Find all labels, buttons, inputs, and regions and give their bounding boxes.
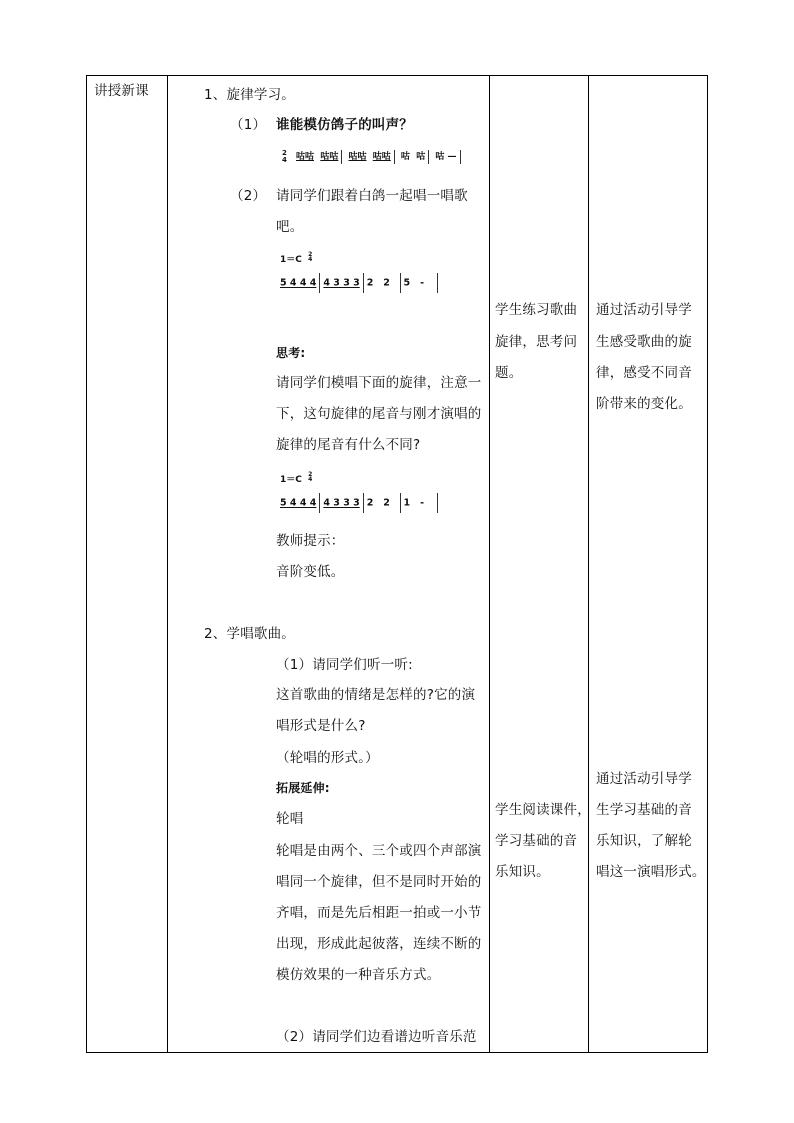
think-line-3: 旋律的尾音有什么不同? [276,437,421,453]
listen-question-1: 这首歌曲的情绪是怎样的?它的演 [276,687,476,703]
measure-4: 1 - [403,497,425,509]
column-divider-1 [167,75,168,1053]
question-1-number: （1） [230,117,267,133]
table-left-border [86,75,87,1053]
student-activity-b2: 学习基础的音 [495,833,578,849]
bar-line [460,150,461,164]
student-activity-a1: 学生练习歌曲 [495,302,578,318]
table-top-border [86,75,708,76]
student-activity-a2: 旋律，思考问 [495,334,578,350]
measure-2: 4 3 3 3 [323,277,360,289]
bar-line [394,150,395,164]
design-intent-a3: 律，感受不同音 [596,365,692,381]
section-label: 讲授新课 [94,83,149,99]
table-right-border [707,75,708,1053]
definition-line-3: 齐唱，而是先后相距一拍或一小节 [276,905,482,921]
bar-line [437,273,438,293]
bar-line [319,493,320,513]
question-2-line-1: 请同学们跟着白鸽一起唱一唱歌 [276,188,468,204]
score-note-group: 咕 [400,152,410,162]
key-signature: 1＝C 2 4 [280,471,313,485]
design-intent-a2: 生感受歌曲的旋 [596,334,692,350]
design-intent-b1: 通过活动引导学 [596,771,692,787]
design-intent-a1: 通过活动引导学 [596,302,692,318]
table-bottom-border [86,1052,708,1053]
think-line-1: 请同学们模唱下面的旋律，注意一 [276,375,482,391]
bar-line [319,273,320,293]
question-2-number: （2） [230,188,267,204]
bar-line [341,150,342,164]
time-signature: 2 4 [282,148,287,164]
song-heading: 2、学唱歌曲。 [204,626,295,642]
measure-3: 2 2 [366,277,390,289]
definition-line-2: 唱同一个旋律，但不是同时开始的 [276,874,482,890]
score-note-group: 咕咕 [296,152,315,162]
design-intent-b2: 生学习基础的音 [596,802,692,818]
design-intent-b3: 乐知识，了解轮 [596,833,692,849]
listen-along-line: （2）请同学们边看谱边听音乐范 [276,1029,477,1045]
definition-line-1: 轮唱是由两个、三个或四个声部演 [276,843,482,859]
student-activity-a3: 题。 [495,365,523,381]
extend-label: 拓展延伸: [276,781,330,795]
listen-answer: （轮唱的形式。） [276,750,379,766]
question-2-line-2: 吧。 [276,219,304,235]
key-signature: 1＝C 2 4 [280,251,313,265]
question-1-text: 谁能模仿鸽子的叫声？ [276,117,413,133]
bar-line [400,493,401,513]
design-intent-a4: 阶带来的变化。 [596,396,692,412]
measure-4: 5 - [403,277,425,289]
definition-line-4: 出现，形成此起彼落，连续不断的 [276,936,482,952]
score-note-group: 咕咕 [348,152,367,162]
hint-text: 音阶变低。 [276,564,345,580]
think-label: 思考: [276,346,306,360]
melody-score-1 [280,252,485,293]
measure-2: 4 3 3 3 [323,497,360,509]
melody-heading: 1、旋律学习。 [204,87,295,103]
score-note-group: 咕 — [435,152,457,162]
pigeon-call-score [282,149,464,164]
melody-score-2 [280,472,485,513]
bar-line [428,150,429,164]
measure-1: 5 4 4 4 [280,277,317,289]
definition-line-5: 模仿效果的一种音乐方式。 [276,967,441,983]
student-activity-b3: 乐知识。 [495,864,550,880]
term-round: 轮唱 [276,811,304,827]
bar-line [363,493,364,513]
bar-line [437,493,438,513]
column-divider-3 [588,75,589,1053]
bar-line [363,273,364,293]
hint-label: 教师提示： [276,533,345,549]
think-line-2: 下，这句旋律的尾音与刚才演唱的 [276,406,482,422]
bar-line [400,273,401,293]
score-note-group: 咕咕 [372,152,391,162]
listen-question-2: 唱形式是什么? [276,718,366,734]
listen-prompt: （1）请同学们听一听: [276,657,413,673]
student-activity-b1: 学生阅读课件， [495,802,591,818]
measure-3: 2 2 [366,497,390,509]
design-intent-b4: 唱这一演唱形式。 [596,864,706,880]
score-note-group: 咕 [416,152,426,162]
column-divider-2 [489,75,490,1053]
score-note-group: 咕咕 [320,152,339,162]
measure-1: 5 4 4 4 [280,497,317,509]
